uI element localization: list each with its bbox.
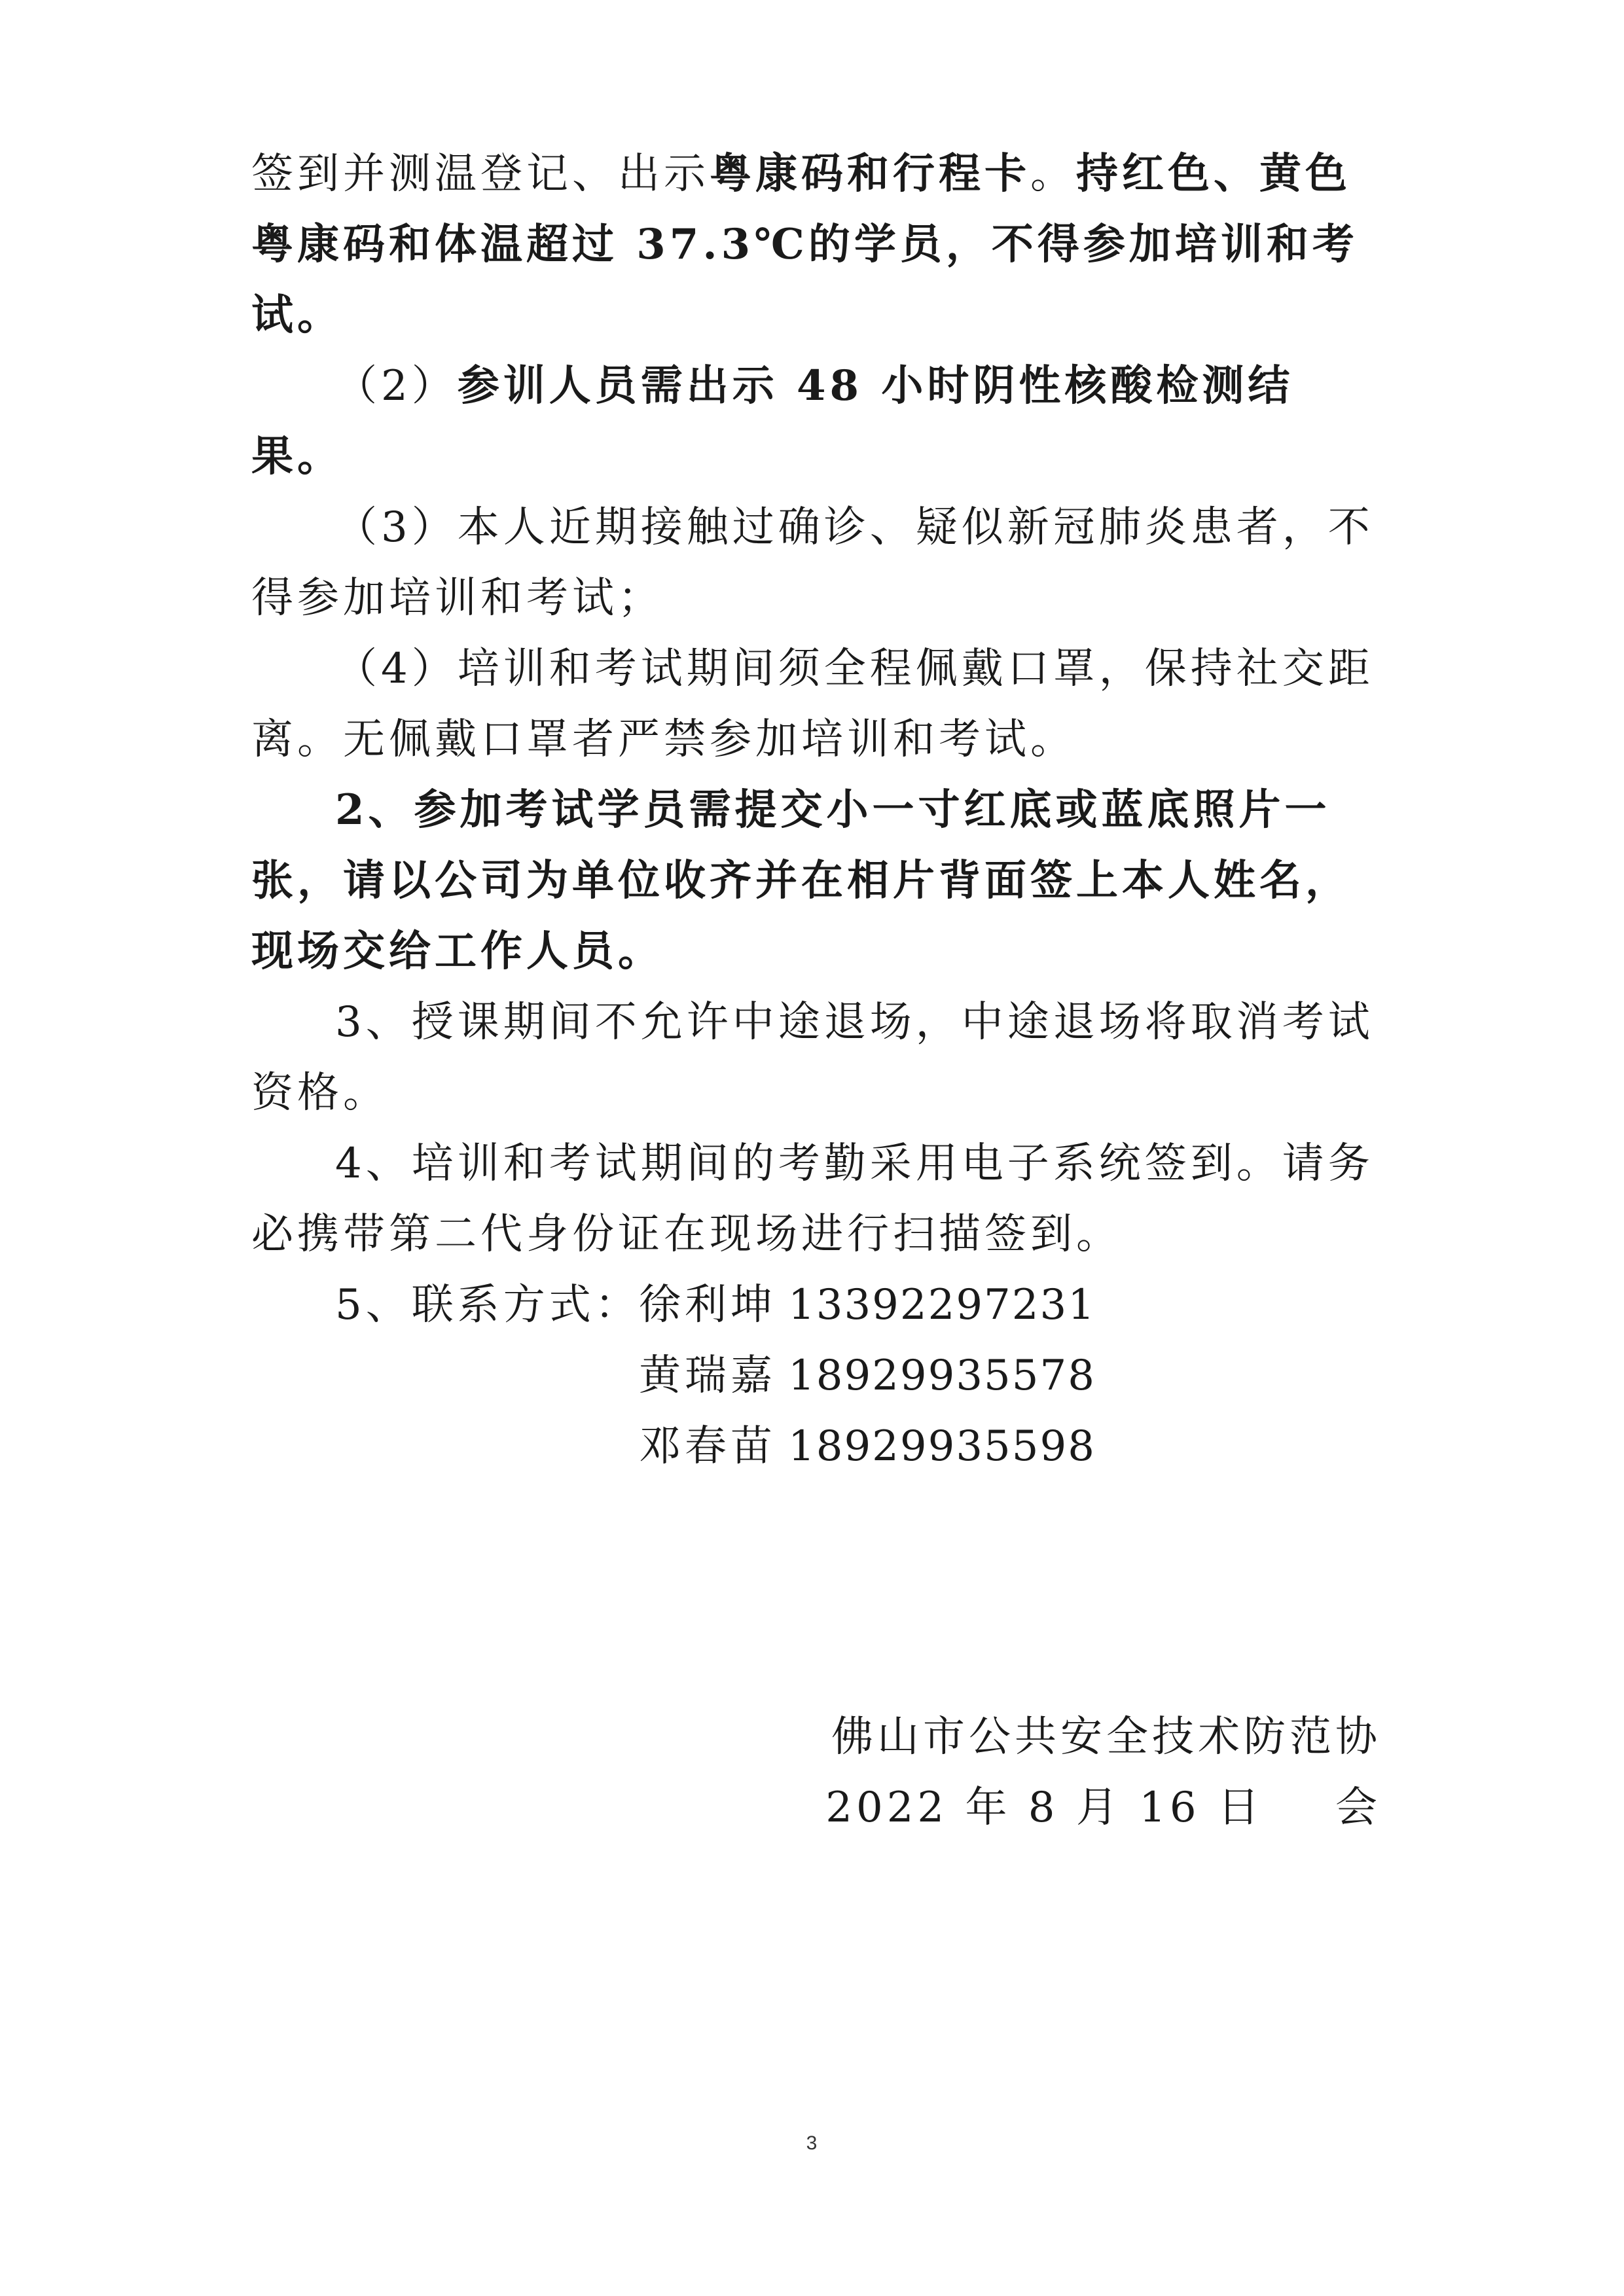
paragraph-mask-rule: （4）培训和考试期间须全程佩戴口罩，保持社交距离。无佩戴口罩者严禁参加培训和考试。 bbox=[251, 645, 1374, 764]
page-number: 3 bbox=[806, 2132, 818, 2154]
signature-date: 2022 年 8 月 16 日 bbox=[825, 1784, 1263, 1832]
contact-row-1 bbox=[251, 1270, 1375, 1340]
paragraph-attendance: 4、培训和考试期间的考勤采用电子系统签到。请务必携带第二代身份证在现场进行扫描签到。 bbox=[251, 1139, 1374, 1259]
notice-body bbox=[251, 139, 1375, 1482]
contact-phone: 18929935598 bbox=[788, 1422, 1096, 1471]
paragraph-health-check bbox=[251, 139, 1375, 351]
text-bold-segment: 粤康码和行程卡 bbox=[710, 149, 1030, 198]
contact-row-2 bbox=[251, 1340, 1375, 1411]
text-segment: 签到并测温登记、出示 bbox=[251, 150, 710, 198]
contact-phone: 13392297231 bbox=[788, 1281, 1096, 1329]
signature-organization: 佛山市公共安全技术防范协会 bbox=[831, 1713, 1381, 1832]
text-bold-segment: 持红色、黄色粤康码和体温超过 37.3℃的学员，不得参加培训和考试。 bbox=[251, 149, 1358, 340]
paragraph-contact-exclusion: （3）本人近期接触过确诊、疑似新冠肺炎患者，不得参加培训和考试； bbox=[251, 503, 1374, 622]
contact-name: 徐利坤 bbox=[639, 1281, 776, 1329]
contact-name: 黄瑞嘉 bbox=[639, 1352, 776, 1400]
paragraph-no-early-exit: 3、授课期间不允许中途退场，中途退场将取消考试资格。 bbox=[251, 998, 1374, 1117]
text-bold-segment: 参训人员需出示 48 小时阴性核酸检测结果。 bbox=[251, 361, 1294, 481]
paragraph-nucleic-test bbox=[251, 351, 1375, 492]
text-segment: 。 bbox=[1030, 150, 1076, 198]
paragraph-photo-requirement: 2、参加考试学员需提交小一寸红底或蓝底照片一张，请以公司为单位收齐并在相片背面签上本人姓名，现场交给工作人员。 bbox=[251, 785, 1351, 976]
contact-row-3 bbox=[251, 1411, 1375, 1482]
text-segment: （2） bbox=[335, 362, 458, 410]
contact-name: 邓春苗 bbox=[639, 1422, 776, 1471]
contact-label: 5、联系方式： bbox=[335, 1281, 641, 1329]
contact-phone: 18929935578 bbox=[788, 1352, 1096, 1400]
